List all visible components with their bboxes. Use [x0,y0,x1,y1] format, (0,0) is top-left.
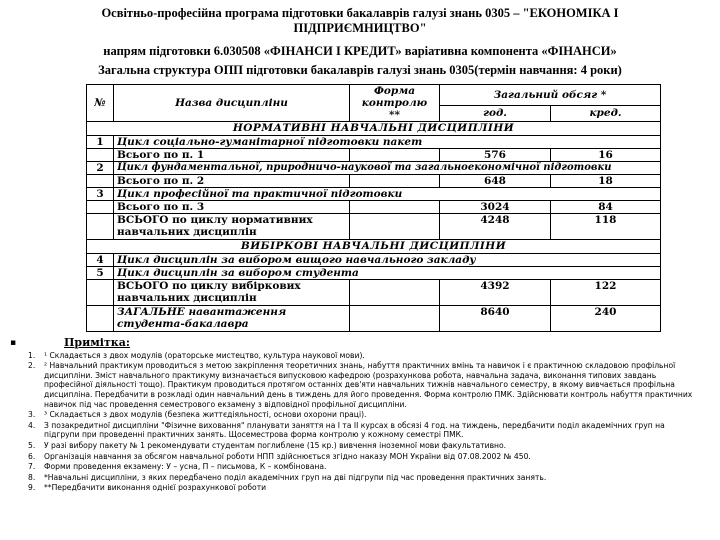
row-hours: 4248 [440,214,551,240]
row-name: Цикл дисциплін за вибором студента [114,267,661,280]
row-num [87,280,114,306]
row-num: 1 [87,136,114,149]
header-line-2: ПІДПРИЄМНИЦТВО" [293,21,427,35]
row-num [87,201,114,214]
section-normative: НОРМАТИВНІ НАВЧАЛЬНІ ДИСЦИПЛІНИ [87,122,661,136]
col-num-header: № [87,85,114,122]
note-item [30,421,702,440]
col-form-label: Форма контролю [361,85,428,109]
note-text: У разі вибору пакету № 1 рекомендувати студентам поглиблене (15 кр.) вивчення іноземної мови факультативно. [44,440,507,450]
note-text: ¹ Складається з двох модулів (ораторське мистецтво, культура наукової мови). [44,350,365,360]
row-credits: 122 [551,280,661,306]
row-name: Всього по п. 1 [114,149,350,162]
note-text: Організація навчання за обсягом навчальної роботи НПП здійснюється згідно наказу МОН України від 07.08.2002 № 450. [44,451,531,461]
row-name: Всього по п. 2 [114,175,350,188]
row-form [350,175,440,188]
row-credits: 16 [551,149,661,162]
row-credits: 84 [551,201,661,214]
note-item [30,483,702,493]
note-item [30,441,702,451]
row-form [350,149,440,162]
bullet-icon: ▪ [10,338,17,348]
note-item [30,361,702,409]
note-item [30,452,702,462]
table-row [87,188,661,201]
note-text: *Навчальні дисципліни, з яких передбачено поділ академічних груп на дві підгрупи під час проведення практичних занять. [44,472,547,482]
row-form [350,306,440,332]
row-name: Цикл соціально-гуманітарної підготовки пакет [114,136,661,149]
section-optional: ВИБІРКОВІ НАВЧАЛЬНІ ДИСЦИПЛІНИ [87,240,661,254]
row-form [350,214,440,240]
note-text: З позакредитної дисципліни "Фізичне виховання" планувати заняття на І та ІІ курсах в обсязі 4 год. на тиждень, передбачити поділ академічних груп на підгрупи при проведенні практичних занять. Щосеместрова форма контролю у кожному семестрі ПМК. [44,420,665,440]
header-line-4: Загальна структура ОПП підготовки бакалаврів галузі знань 0305(термін навчання: 4 роки) [98,63,622,77]
col-hours-header: год. [440,105,551,121]
row-num: 3 [87,188,114,201]
notes-title: Примітка: [64,336,130,349]
notes-section [10,336,702,494]
table-row [87,214,661,240]
note-text: ³ Складається з двох модулів (безпека життєдіяльності, основи охорони праці). [44,410,367,420]
notes-list [30,351,702,493]
col-credits-header: кред. [551,105,661,121]
note-number: 8. [28,472,36,482]
row-hours: 4392 [440,280,551,306]
row-name: Цикл професійної та практичної підготовки [114,188,661,201]
row-num: 5 [87,267,114,280]
note-number: 3. [28,410,36,420]
row-name: ВСЬОГО по циклу нормативних навчальних дисциплін [114,214,350,240]
header-line-1: Освітньо-професійна програма підготовки бакалаврів галузі знань 0305 – "ЕКОНОМІКА І [101,6,619,20]
col-form-mark: ** [389,109,400,121]
note-item [30,351,702,361]
table-row [87,280,661,306]
row-hours: 576 [440,149,551,162]
note-text: **Передбачити виконання однієї розрахункової роботи [44,483,267,493]
note-text: Форми проведення екзамену: У – усна, П – письмова, К – комбінована. [44,462,327,472]
note-number: 7. [28,462,36,472]
col-name-header: Назва дисципліни [114,85,350,122]
table-row [87,254,661,267]
row-credits: 18 [551,175,661,188]
row-form [350,280,440,306]
row-form [350,201,440,214]
note-item [30,462,702,472]
row-name: Цикл дисциплін за вибором вищого навчального закладу [114,254,661,267]
note-number: 9. [28,483,36,493]
row-credits: 118 [551,214,661,240]
table-row [87,175,661,188]
table-row [87,267,661,280]
table-row [87,149,661,162]
row-num: 4 [87,254,114,267]
row-name: Всього по п. 3 [114,201,350,214]
row-num [87,306,114,332]
row-num [87,214,114,240]
row-num [87,175,114,188]
row-num [87,149,114,162]
table-row [87,136,661,149]
row-hours: 3024 [440,201,551,214]
row-hours: 648 [440,175,551,188]
col-form-header [350,85,440,122]
table-row [87,306,661,332]
table-row [87,162,661,175]
curriculum-table [86,84,661,332]
note-text: ² Навчальний практикум проводиться з метою закріплення теоретичних знань, набуття практичних вмінь та навичок і є практичною складовою профільної дисципліни. Зміст навчального практикуму визначається випусковою кафедрою (розрахункова робота, навчальна задача, виконання типових завдань професійної діяльності тощо). Практикум проводиться протягом останніх дев'яти навчальних тижнів навчального семестру, в якому вивчається профільна дисципліна. Передбачити в розкладі один навчальний день в тиждень для його проведення. Форма контролю ПМК. Здійснювати контроль набуття практичних навичок під час проведення семестрового екзамену з відповідної профільної дисципліни. [44,361,693,409]
table-row [87,201,661,214]
row-name: ВСЬОГО по циклу вибіркових навчальних дисциплін [114,280,350,306]
row-name: ЗАГАЛЬНЕ навантаження студента-бакалавра [114,306,350,332]
note-item [30,473,702,483]
row-credits: 240 [551,306,661,332]
note-item [30,410,702,420]
row-num: 2 [87,162,114,175]
header-line-3: напрям підготовки 6.030508 «ФІНАНСИ І КРЕДИТ» варіативна компонента «ФІНАНСИ» [103,44,617,58]
table-header-row [87,85,661,106]
note-number: 2. [28,361,36,371]
col-total-header: Загальний обсяг * [440,85,661,106]
row-hours: 8640 [440,306,551,332]
note-number: 5. [28,440,36,450]
note-number: 4. [28,420,36,430]
note-number: 6. [28,451,36,461]
note-number: 1. [28,350,36,360]
row-name: Цикл фундаментальної, природничо-наукової та загальноекономічної підготовки [114,162,661,175]
